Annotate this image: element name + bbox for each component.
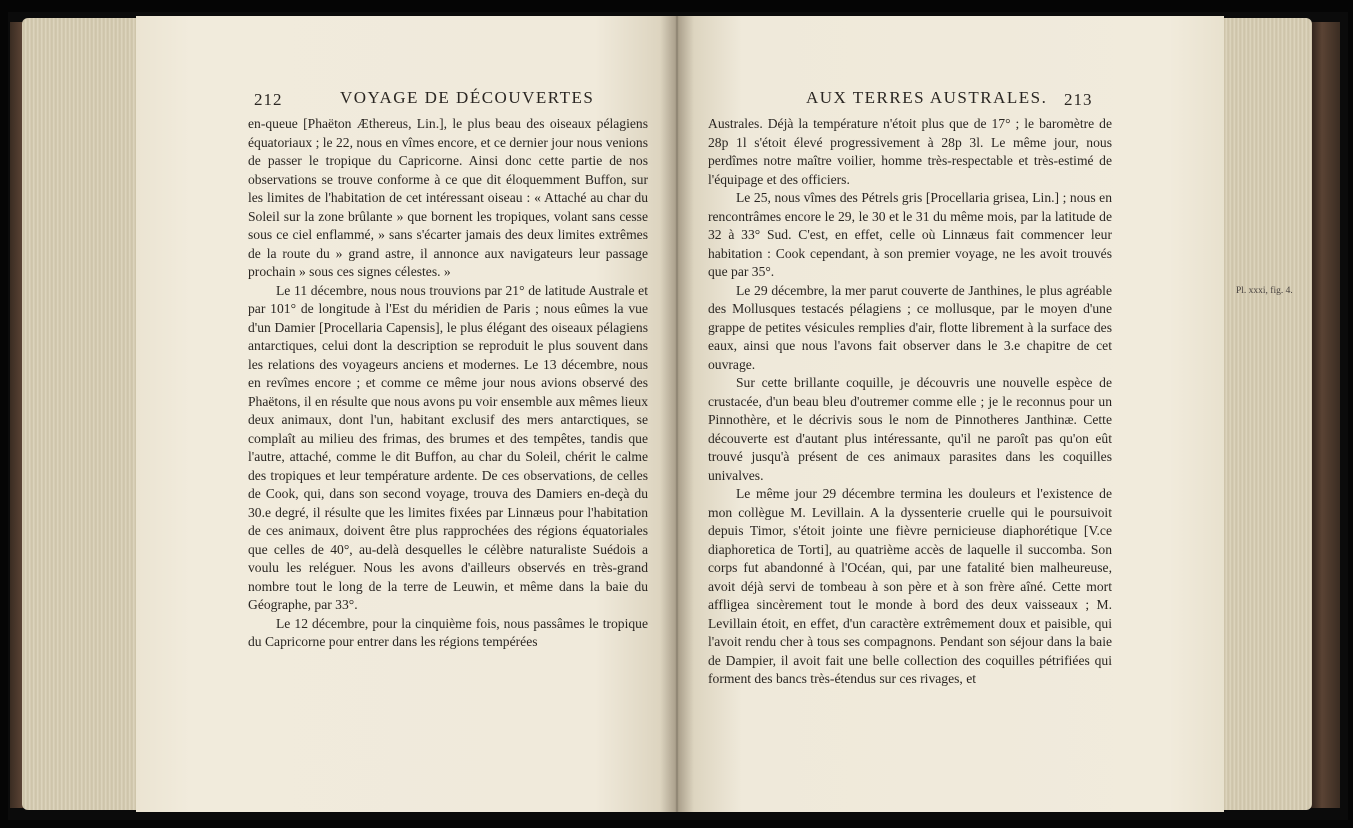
left-page-number: 212 (254, 90, 283, 109)
right-paragraph-4: Sur cette brillante coquille, je découvris une nouvelle espèce de crustacée, d'un beau bleu d'outremer comme elle ; je le reconnus pour un Pinnothère, et le décrivis sous le nom de Pinnotheres Janthinæ. Cette découverte est d'autant plus intéressante, qu'il ne paroît pas qu'on eût trouvé jusqu'à présent de ces animaux parasites dans les coquilles univalves. (708, 375, 1112, 483)
right-running-head: AUX TERRES AUSTRALES. (806, 88, 1048, 107)
right-page (676, 16, 1224, 812)
plate-reference-note: Pl. xxxi, fig. 4. (1236, 286, 1293, 296)
left-paragraph-3: Le 12 décembre, pour la cinquième fois, nous passâmes le tropique du Capricorne pour entrer dans les régions tempérées (248, 615, 648, 649)
right-paragraph-3: Le 29 décembre, la mer parut couverte de Janthines, le plus agréable des Mollusques testacés pélagiens ; ce mollusque, par le moyen d'une grappe de petites vésicules remplies d'air, flotte librement à la surface des eaux, ainsi que nous l'avons fait observer dans le 3.e chapitre de cet ouvrage. (708, 282, 1112, 372)
right-page-number: 213 (1064, 90, 1093, 109)
right-cover-edge (1310, 22, 1340, 808)
right-paragraph-5: Le même jour 29 décembre termina les douleurs et l'existence de mon collègue M. Levillain. A la dyssenterie cruelle qui le poursuivoit depuis Timor, s'étoit jointe une fièvre pernicieuse diaphorétique [V.ce diaphoretica de Torti], au quatrième accès de laquelle il succomba. Son corps fut abandonné à l'Océan, qui, par une fatalité bien malheureuse, avoit déjà servi de tombeau à son père et à son frère aîné. Cette mort affligea sincèrement tout le monde à bord des deux vaisseaux ; M. Levillain étoit, en effet, d'un caractère extrêmement doux et paisible, qui l'avoit rendu cher à tous ses compagnons. Pendant son séjour dans la baie de Dampier, il avoit fait une belle collection des coquilles pétrifiées qui forment des bancs très-étendus sur ces rivages, et (708, 486, 1112, 686)
book-gutter (660, 16, 694, 812)
left-page-stack (22, 18, 140, 810)
right-page-stack (1222, 18, 1312, 810)
left-paragraph-2: Le 11 décembre, nous nous trouvions par 21° de latitude Australe et par 101° de longitude à l'Est du méridien de Paris ; nous eûmes la vue d'un Damier [Procellaria Capensis], le plus élégant des oiseaux pélagiens antarctiques, celui dont la description se reproduit le plus souvent dans les relations des voyageurs anciens et modernes. Le 13 décembre, nous en revîmes encore ; et comme ce même jour nous avions observé des Phaëtons, il en résulte que nous avons pu voir ensemble aux mêmes lieux deux animaux, dont l'un, habitant exclusif des mers antarctiques, se complaît au milieu des frimas, des brumes et des tempêtes, tandis que l'autre, attaché, comme le dit Buffon, au char du Soleil, chérit le calme des tropiques et leur température ardente. De ces observations, de celles de Cook, qui, dans son second voyage, trouva des Damiers en-deçà du 30.e degré, il résulte que les limites fixées par Linnæus pour l'habitation de ces animaux, doivent être plus rapprochées des régions équatoriales que celles de 40°, au-delà desquelles le célèbre naturaliste Suédois a voulu les reléguer. Nous les avons d'ailleurs observés en très-grand nombre tout le long de la terre de Leuwin, et même dans la baie du Géographe, par 33°. (248, 282, 648, 612)
left-paragraph-1: en-queue [Phaëton Æthereus, Lin.], le plus beau des oiseaux pélagiens équatoriaux ; le 22, nous en vîmes encore, et ce dernier jour nous venions de passer le tropique du Capricorne. Ainsi donc cette partie de nos observations se trouve conforme à ce que dit éloquemment Buffon, sur les limites de l'habitation de cet intéressant oiseau : « Attaché au char du Soleil sur la zone brûlante » que bornent les tropiques, volant sans cesse sous ce ciel enflammé, » sans s'écarter jamais des deux limites extrêmes de la route du » grand astre, il annonce aux navigateurs leur passage prochain » sous ces signes célestes. » (248, 116, 648, 279)
left-body-text (248, 115, 648, 652)
right-paragraph-1: Australes. Déjà la température n'étoit plus que de 17° ; le baromètre de 28p 1l s'étoit élevé progressivement à 28p 3l. Le même jour, nous perdîmes notre maître voilier, homme très-respectable et très-estimé de l'équipage et des officiers. (708, 116, 1112, 187)
right-paragraph-2: Le 25, nous vîmes des Pétrels gris [Procellaria grisea, Lin.] ; nous en rencontrâmes encore le 29, le 30 et le 31 du même mois, par la latitude de 32 à 33° Sud. C'est, en effet, celle où Linnæus fait commencer leur habitation : Cook cependant, à son premier voyage, ne les avoit trouvés que par 35°. (708, 190, 1112, 279)
left-running-head: VOYAGE DE DÉCOUVERTES (340, 88, 595, 107)
right-body-text (708, 115, 1112, 689)
left-page (136, 16, 676, 812)
